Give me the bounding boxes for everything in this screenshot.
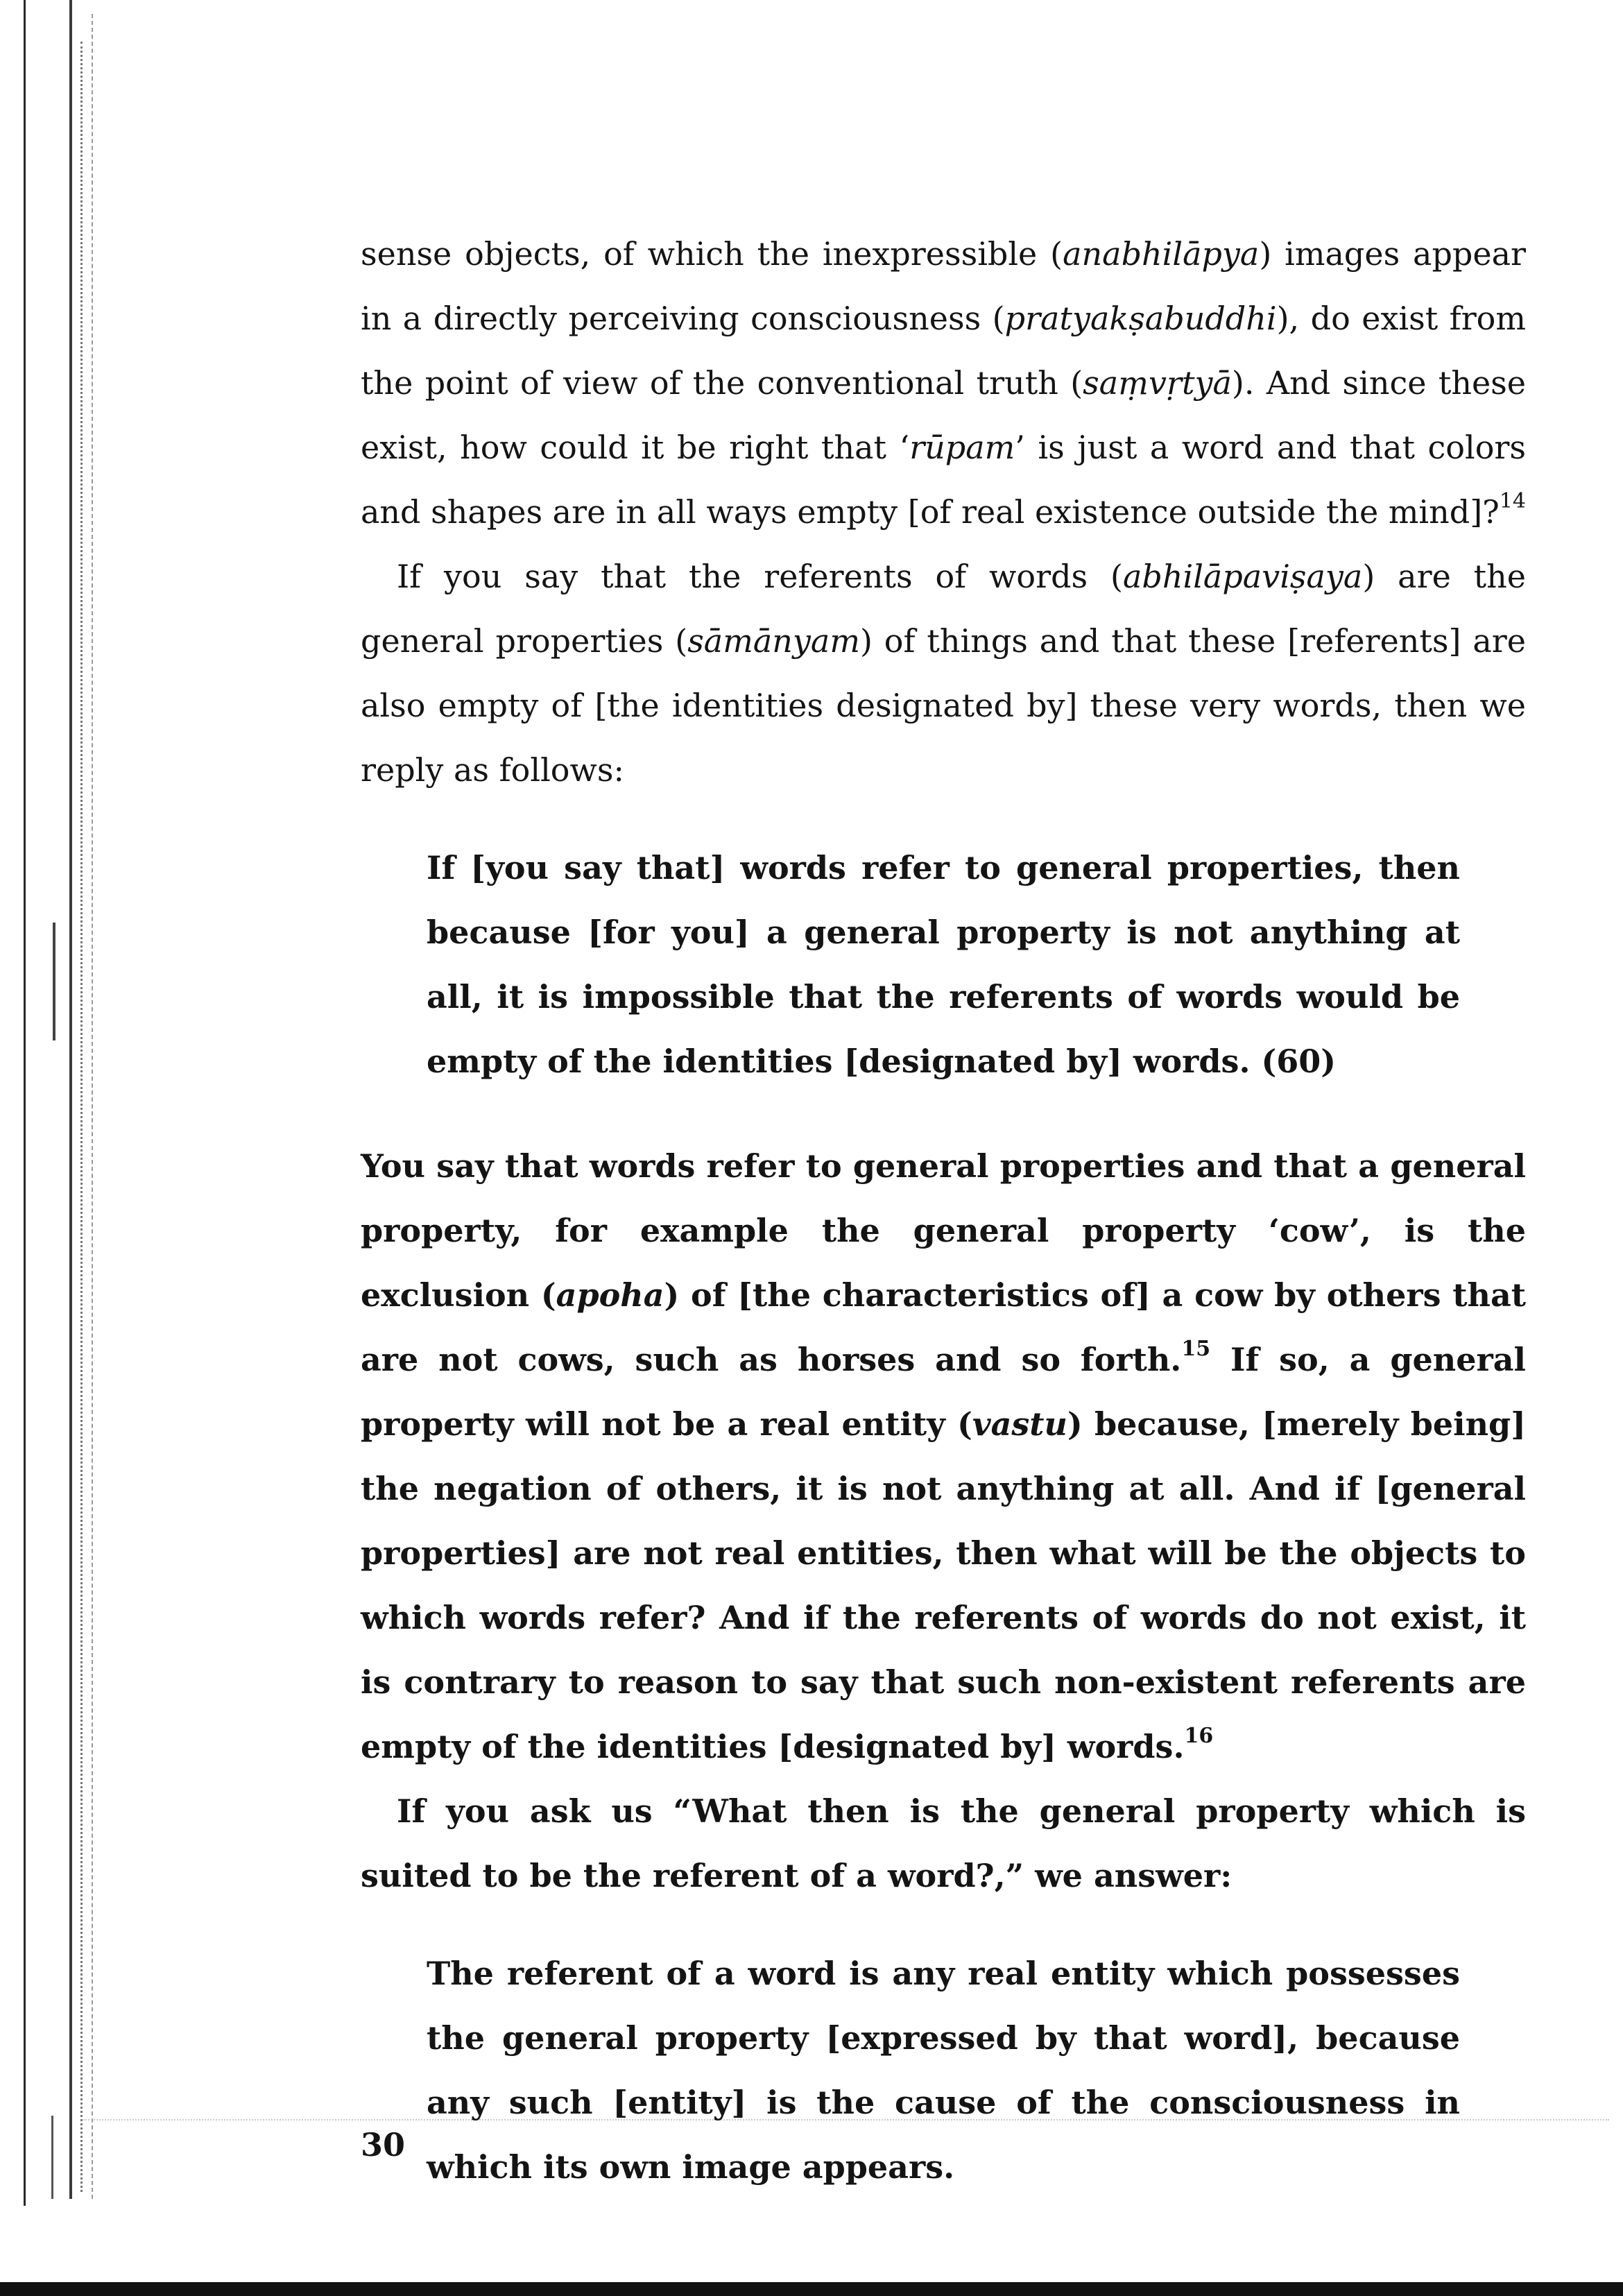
scan-border-line — [53, 923, 55, 1040]
footnote-marker: 16 — [1184, 1724, 1214, 1748]
page-body — [361, 222, 1526, 2240]
text-run: ), do exist from the point of view of the conventional truth ( — [361, 300, 1526, 402]
term-italic: saṃvṛtyā — [1083, 364, 1232, 402]
term-italic: anabhilāpya — [1063, 235, 1260, 273]
footnote-marker: 15 — [1181, 1337, 1211, 1361]
text-run: If so, a general property will not be a real entity ( — [361, 1341, 1526, 1443]
term-italic: sāmānyam — [687, 622, 860, 660]
text-run: sense objects, of which the inexpressible ( — [361, 235, 1063, 273]
text-run: ) images appear in a directly perceiving consciousness ( — [361, 235, 1526, 337]
scan-border-line — [24, 0, 26, 2206]
scan-border-line — [51, 2116, 53, 2199]
scan-border-line — [92, 14, 93, 2199]
text-run: ’ is just a word and that colors and shapes are in all ways empty [of real existence outside the mind]? — [361, 429, 1527, 531]
term-italic: pratyakṣabuddhi — [1004, 300, 1277, 337]
paragraph-question — [361, 1779, 1526, 1908]
paragraph-apoha — [361, 1134, 1526, 1779]
term-italic: apoha — [556, 1276, 664, 1314]
text-run: ) of things and that these [referents] are also empty of [the identities designated by] these very words, then we reply as follows: — [361, 622, 1526, 789]
scan-border-line — [69, 0, 72, 2199]
scan-border-line — [80, 42, 83, 2192]
text-run: You say that words refer to general properties and that a general property, for example the general property ‘cow’, is the exclusion ( — [361, 1147, 1526, 1314]
term-italic: abhilāpaviṣaya — [1122, 558, 1363, 595]
term-italic: rūpam — [909, 429, 1015, 466]
text-run: ) because, [merely being] the negation of others, it is not anything at all. And if [general properties] are not real entities, then what will be the objects to which words refer? And if the referents of words do not exist, it is contrary to reason to say that such non-existent referents are empty of the identities [designated by] words. — [361, 1405, 1526, 1765]
verse-text: The referent of a word is any real entity which possesses the general property [expressed by that word], because any such [entity] is the cause of the consciousness in which its own image appears. — [427, 1955, 1460, 2186]
verse-60 — [427, 836, 1460, 1094]
verse-text: If [you say that] words refer to general properties, then because [for you] a general property is not anything at all, it is impossible that the referents of words would be empty of the identities [designated by] words. (60) — [427, 849, 1460, 1080]
text-run: If you ask us “What then is the general property which is suited to be the referent of a word?,” we answer: — [361, 1792, 1526, 1894]
text-run: ) are the general properties ( — [361, 558, 1526, 660]
text-run: ) of [the characteristics of] a cow by others that are not cows, such as horses and so forth. — [361, 1276, 1527, 1378]
footnote-marker: 14 — [1499, 489, 1527, 513]
paragraph-referents — [361, 545, 1526, 803]
scan-bottom-edge — [0, 2282, 1623, 2296]
text-run: ). And since these exist, how could it be right that ‘ — [361, 364, 1527, 466]
verse-answer — [427, 1942, 1460, 2200]
page-number: 30 — [361, 2126, 406, 2164]
text-run: If you say that the referents of words ( — [397, 558, 1123, 595]
paragraph-sense-objects — [361, 222, 1526, 545]
term-italic: vastu — [972, 1405, 1067, 1443]
